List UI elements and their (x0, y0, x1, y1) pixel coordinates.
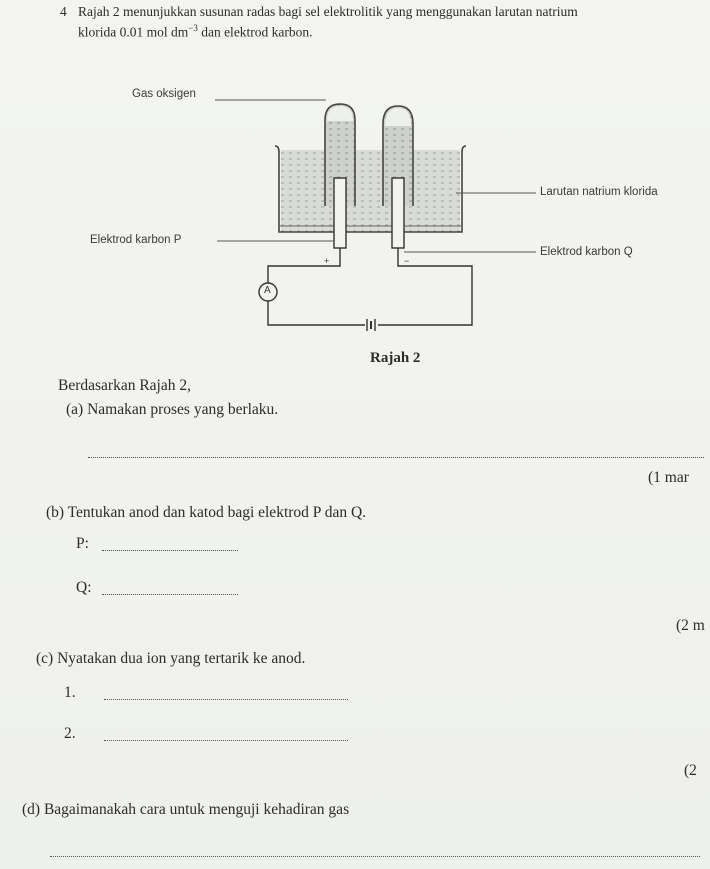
question-intro-line1: Rajah 2 menunjukkan susunan radas bagi sel elektrolitik yang menggunakan larutan natrium (78, 4, 578, 19)
label-oxygen-gas: Gas oksigen (132, 88, 196, 100)
marks-a: (1 mar (648, 469, 689, 486)
carbon-electrode-p (334, 178, 346, 248)
marks-b: (2 m (676, 617, 705, 634)
answer-line-q[interactable] (102, 594, 238, 595)
label-sodium-chloride: Larutan natrium klorida (540, 186, 658, 198)
answer-q-label: Q: (76, 579, 92, 596)
answer-line-d[interactable] (50, 856, 700, 857)
marks-c: (2 (684, 762, 697, 779)
question-b-text: (b) Tentukan anod dan katod bagi elektrod P dan Q. (46, 504, 367, 521)
intro-line2-sup: −3 (188, 23, 198, 33)
answer-line-p[interactable] (102, 550, 238, 551)
question-a-text: (a) Namakan proses yang berlaku. (66, 401, 279, 418)
label-electrode-p: Elektrod karbon P (90, 234, 182, 246)
answer-item-2-label: 2. (64, 725, 76, 742)
question-d-text: (d) Bagaimanakah cara untuk menguji kehadiran gas (22, 801, 350, 818)
answer-line-c1[interactable] (104, 699, 348, 700)
answer-line-c2[interactable] (104, 740, 348, 741)
label-negative-terminal: − (404, 256, 410, 266)
label-electrode-q: Elektrod karbon Q (540, 246, 633, 258)
answer-line-a[interactable] (88, 457, 704, 458)
diagram-caption: Rajah 2 (370, 350, 421, 366)
intro-line2-suffix: dan elektrod karbon. (197, 24, 313, 40)
sodium-chloride-solution (281, 150, 460, 232)
label-positive-terminal: + (324, 256, 330, 266)
question-c-text: (c) Nyatakan dua ion yang tertarik ke anod. (36, 650, 306, 667)
answer-p-label: P: (76, 535, 89, 552)
label-ammeter: A (264, 285, 271, 296)
question-number: 4 (60, 4, 67, 19)
question-lead: Berdasarkan Rajah 2, (58, 377, 191, 394)
intro-line2-prefix: klorida 0.01 mol dm (78, 24, 189, 40)
carbon-electrode-q (392, 178, 404, 248)
answer-item-1-label: 1. (64, 684, 76, 701)
